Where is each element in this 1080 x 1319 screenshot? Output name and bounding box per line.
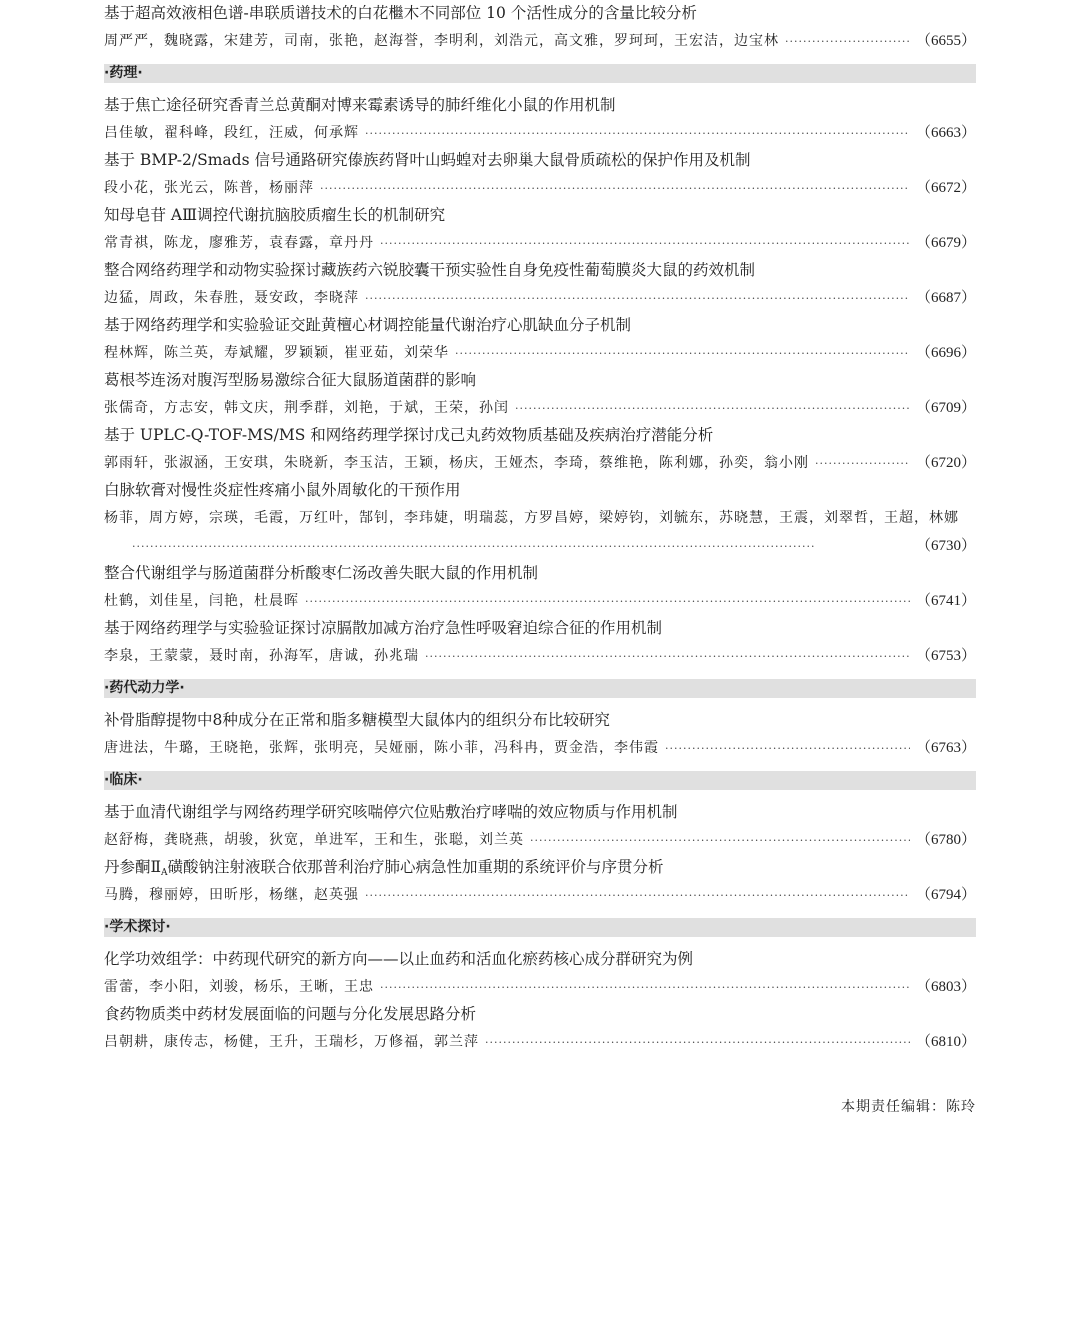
article-authors: 吕朝耕，康传志，杨健，王升，王瑞杉，万修福，郭兰萍 bbox=[104, 1034, 479, 1050]
toc-entry bbox=[104, 367, 976, 422]
article-title[interactable]: 基于焦亡途径研究香青兰总黄酮对博来霉素诱导的肺纤维化小鼠的作用机制 bbox=[104, 96, 616, 114]
dot-leader bbox=[365, 120, 910, 148]
author-line bbox=[104, 826, 976, 854]
author-line bbox=[104, 973, 976, 1001]
dot-leader bbox=[305, 588, 910, 616]
article-title[interactable]: 基于血清代谢组学与网络药理学研究咳喘停穴位贴敷治疗哮喘的效应物质与作用机制 bbox=[104, 803, 678, 821]
article-title[interactable]: 基于超高效液相色谱-串联质谱技术的白花檵木不同部位 10 个活性成分的含量比较分析 bbox=[104, 4, 697, 22]
toc-entry bbox=[104, 422, 976, 477]
article-title[interactable]: 补骨脂醇提物中8种成分在正常和脂多糖模型大鼠体内的组织分布比较研究 bbox=[104, 711, 610, 729]
author-line bbox=[104, 734, 976, 762]
article-authors: 赵舒梅，龚晓燕，胡骏，狄宽，单进军，王和生，张聪，刘兰英 bbox=[104, 832, 524, 848]
article-title[interactable]: 食药物质类中药材发展面临的问题与分化发展思路分析 bbox=[104, 1005, 477, 1023]
author-line bbox=[104, 339, 976, 367]
article-authors: 边猛，周政，朱春胜，聂安政，李晓萍 bbox=[104, 290, 359, 306]
page-number: （6753） bbox=[915, 648, 976, 664]
toc-entry bbox=[104, 202, 976, 257]
dot-leader bbox=[665, 735, 910, 763]
toc-entry bbox=[104, 147, 976, 202]
toc-entry bbox=[104, 560, 976, 615]
dot-leader bbox=[785, 28, 910, 56]
page-number: （6794） bbox=[915, 887, 976, 903]
author-line bbox=[104, 587, 976, 615]
author-line bbox=[104, 642, 976, 670]
article-authors: 马腾，穆丽婷，田昕彤，杨继，赵英强 bbox=[104, 887, 359, 903]
responsible-editor: 本期责任编辑：陈玲 bbox=[841, 1099, 976, 1115]
article-title[interactable]: 基于 BMP-2/Smads 信号通路研究傣族药肾叶山蚂蝗对去卵巢大鼠骨质疏松的保护作用及机制 bbox=[104, 151, 751, 169]
dot-leader bbox=[485, 1029, 910, 1057]
author-line bbox=[104, 881, 976, 909]
title-part: 丹参酮Ⅱ bbox=[104, 858, 162, 876]
dot-leader bbox=[530, 827, 910, 855]
page-number: （6672） bbox=[915, 180, 976, 196]
toc-entry bbox=[104, 707, 976, 762]
author-line bbox=[104, 1028, 976, 1056]
section-header-clinical: ·临床· bbox=[104, 771, 976, 790]
table-of-contents bbox=[104, 0, 976, 1056]
dot-leader bbox=[815, 450, 910, 478]
page-number: （6655） bbox=[915, 33, 976, 49]
toc-entry bbox=[104, 946, 976, 1001]
article-title[interactable]: 葛根芩连汤对腹泻型肠易激综合征大鼠肠道菌群的影响 bbox=[104, 371, 477, 389]
dot-leader bbox=[380, 230, 910, 258]
dot-leader bbox=[132, 533, 910, 561]
author-line bbox=[104, 229, 976, 257]
article-authors: 周严严，魏晓露，宋建芳，司南，张艳，赵海誉，李明利，刘浩元，高文雅，罗珂珂，王宏洁，边宝林 bbox=[104, 33, 779, 49]
article-title[interactable]: 知母皂苷 AⅢ调控代谢抗脑胶质瘤生长的机制研究 bbox=[104, 206, 446, 224]
author-line bbox=[104, 174, 976, 202]
author-line bbox=[104, 394, 976, 422]
page-number: （6763） bbox=[915, 740, 976, 756]
toc-entry bbox=[104, 257, 976, 312]
toc-entry bbox=[104, 854, 976, 909]
article-title[interactable]: 化学功效组学：中药现代研究的新方向——以止血药和活血化瘀药核心成分群研究为例 bbox=[104, 950, 694, 968]
author-line bbox=[104, 532, 976, 560]
article-authors: 杨菲，周方婷，宗瑛，毛霞，万红叶，郜钊，李玮婕，明瑞蕊，方罗昌婷，梁婷钧，刘毓东，苏晓慧，王震，刘翠哲，王超，林娜 bbox=[104, 510, 959, 526]
page-number: （6687） bbox=[915, 290, 976, 306]
article-title[interactable]: 白脉软膏对慢性炎症性疼痛小鼠外周敏化的干预作用 bbox=[104, 481, 461, 499]
section-header-pharmacology: ·药理· bbox=[104, 64, 976, 83]
dot-leader bbox=[320, 175, 910, 203]
page-number: （6663） bbox=[915, 125, 976, 141]
article-authors: 段小花，张光云，陈普，杨丽萍 bbox=[104, 180, 314, 196]
article-title[interactable]: 整合网络药理学和动物实验探讨藏族药六锐胶囊干预实验性自身免疫性葡萄膜炎大鼠的药效机制 bbox=[104, 261, 756, 279]
page-number: （6709） bbox=[915, 400, 976, 416]
article-title[interactable] bbox=[104, 854, 976, 881]
article-authors: 雷蕾，李小阳，刘骏，杨乐，王晰，王忠 bbox=[104, 979, 374, 995]
article-title[interactable]: 基于网络药理学和实验验证交趾黄檀心材调控能量代谢治疗心肌缺血分子机制 bbox=[104, 316, 632, 334]
article-authors: 唐进法，牛璐，王晓艳，张辉，张明亮，吴娅丽，陈小菲，冯科冉，贾金浩，李伟霞 bbox=[104, 740, 659, 756]
article-authors: 李泉，王蒙蒙，聂时南，孙海军，唐诚，孙兆瑞 bbox=[104, 648, 419, 664]
page-number: （6741） bbox=[915, 593, 976, 609]
page-number: （6679） bbox=[915, 235, 976, 251]
toc-entry bbox=[104, 615, 976, 670]
toc-entry bbox=[104, 1001, 976, 1056]
toc-entry bbox=[104, 799, 976, 854]
section-header-academic-discussion: ·学术探讨· bbox=[104, 918, 976, 937]
toc-entry bbox=[104, 0, 976, 55]
title-part: 磺酸钠注射液联合依那普利治疗肺心病急性加重期的系统评价与序贯分析 bbox=[167, 858, 664, 876]
article-authors: 郭雨轩，张淑涵，王安琪，朱晓新，李玉洁，王颖，杨庆，王娅杰，李琦，蔡维艳，陈利娜，孙奕，翁小刚 bbox=[104, 455, 809, 471]
dot-leader bbox=[425, 643, 910, 671]
dot-leader bbox=[380, 974, 910, 1002]
page-number: （6803） bbox=[915, 979, 976, 995]
dot-leader bbox=[365, 882, 910, 910]
author-line bbox=[104, 449, 976, 477]
title-subscript: A bbox=[161, 868, 168, 878]
article-title[interactable]: 基于网络药理学与实验验证探讨凉膈散加减方治疗急性呼吸窘迫综合征的作用机制 bbox=[104, 619, 663, 637]
page-number: （6696） bbox=[915, 345, 976, 361]
toc-entry bbox=[104, 312, 976, 367]
article-authors: 常青祺，陈龙，廖雅芳，袁春露，章丹丹 bbox=[104, 235, 374, 251]
dot-leader bbox=[515, 395, 910, 423]
toc-entry bbox=[104, 92, 976, 147]
page-number: （6730） bbox=[915, 538, 976, 554]
dot-leader bbox=[365, 285, 910, 313]
section-header-pharmacokinetics: ·药代动力学· bbox=[104, 679, 976, 698]
article-title[interactable]: 基于 UPLC-Q-TOF-MS/MS 和网络药理学探讨戊己丸药效物质基础及疾病治疗潜能分析 bbox=[104, 426, 714, 444]
author-line bbox=[104, 27, 976, 55]
article-title[interactable]: 整合代谢组学与肠道菌群分析酸枣仁汤改善失眠大鼠的作用机制 bbox=[104, 564, 539, 582]
page-number: （6810） bbox=[915, 1034, 976, 1050]
article-authors: 张儒奇，方志安，韩文庆，荆季群，刘艳，于斌，王荣，孙闰 bbox=[104, 400, 509, 416]
article-authors: 吕佳敏，翟科峰，段红，汪威，何承辉 bbox=[104, 125, 359, 141]
author-line bbox=[104, 119, 976, 147]
toc-entry bbox=[104, 477, 976, 560]
page-number: （6720） bbox=[915, 455, 976, 471]
page-number: （6780） bbox=[915, 832, 976, 848]
article-authors: 杜鹤，刘佳星，闫艳，杜晨晖 bbox=[104, 593, 299, 609]
dot-leader bbox=[455, 340, 910, 368]
author-line bbox=[104, 284, 976, 312]
article-authors: 程林辉，陈兰英，寿斌耀，罗颖颖，崔亚茹，刘荣华 bbox=[104, 345, 449, 361]
